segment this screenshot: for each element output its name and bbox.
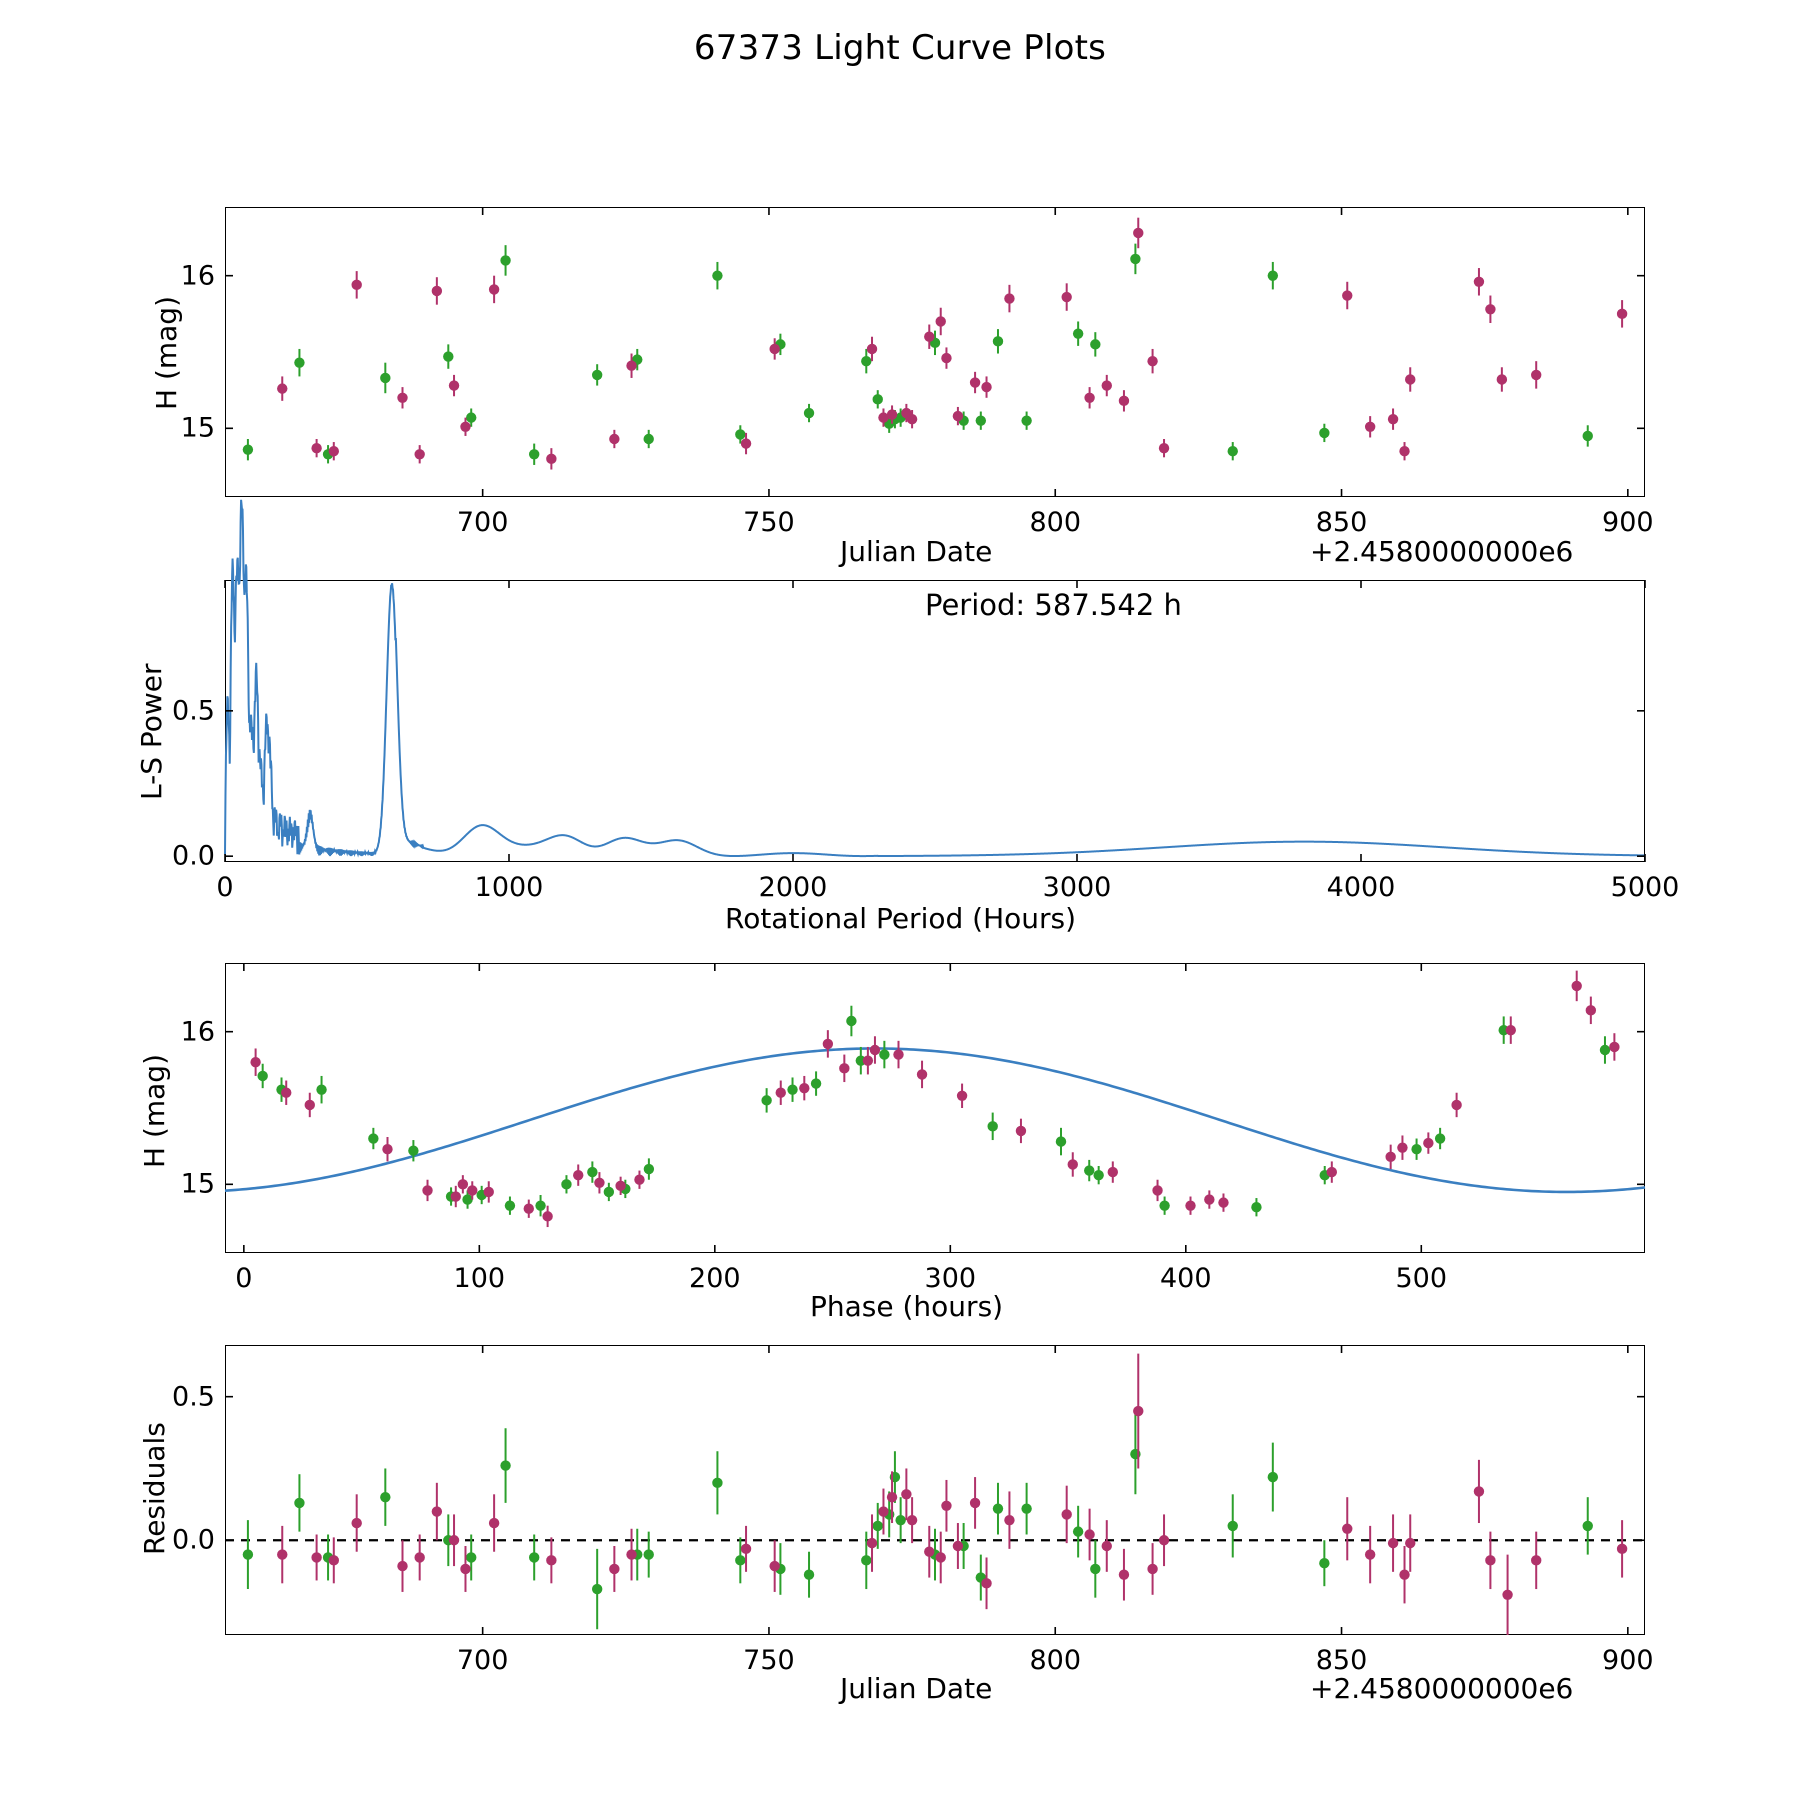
x-tick-label: 2000 bbox=[758, 872, 828, 903]
x-tick-label: 800 bbox=[1029, 507, 1082, 538]
y-tick-label: 16 bbox=[180, 1016, 215, 1048]
panel-residuals bbox=[225, 1345, 1645, 1635]
period-annotation: Period: 587.542 h bbox=[925, 588, 1182, 622]
y-tick-label: 0.5 bbox=[172, 695, 215, 727]
series-green bbox=[243, 1414, 1593, 1629]
x-tick-label: 750 bbox=[743, 507, 795, 538]
ylabel-periodogram: L-S Power bbox=[135, 663, 168, 800]
x-tick-label: 750 bbox=[743, 1645, 795, 1676]
series-magenta bbox=[277, 218, 1627, 470]
x-tick-label: 200 bbox=[689, 1263, 741, 1294]
xlabel-residuals: Julian Date bbox=[840, 1672, 993, 1705]
x-tick-label: 850 bbox=[1315, 507, 1368, 538]
plot-area-phased-lightcurve bbox=[225, 963, 1645, 1253]
x-tick-label: 700 bbox=[456, 507, 509, 538]
x-tick-label: 700 bbox=[456, 1645, 509, 1676]
ylabel-phased-lightcurve: H (mag) bbox=[138, 1053, 171, 1168]
x-tick-label: 900 bbox=[1602, 507, 1654, 538]
x-tick-label: 800 bbox=[1029, 1645, 1082, 1676]
panel-phased-lightcurve bbox=[225, 963, 1645, 1253]
y-tick-label: 16 bbox=[180, 260, 215, 292]
y-tick-label: 15 bbox=[180, 1168, 215, 1200]
ylabel-residuals: Residuals bbox=[138, 1422, 171, 1555]
xlabel-phased-lightcurve: Phase (hours) bbox=[810, 1290, 1004, 1323]
y-tick-label: 0.0 bbox=[172, 840, 215, 872]
x-tick-label: 300 bbox=[924, 1263, 977, 1294]
plot-area-periodogram bbox=[225, 580, 1645, 862]
x-tick-label: 400 bbox=[1160, 1263, 1212, 1294]
x-tick-label: 0 bbox=[235, 1263, 253, 1294]
figure-title: 67373 Light Curve Plots bbox=[693, 28, 1107, 68]
panel-periodogram bbox=[225, 580, 1645, 862]
plot-area-lightcurve-jd bbox=[225, 207, 1645, 497]
x-tick-label: 5000 bbox=[1610, 872, 1680, 903]
x-tick-label: 100 bbox=[453, 1263, 506, 1294]
y-tick-label: 0.5 bbox=[172, 1381, 215, 1413]
series-green bbox=[243, 244, 1593, 465]
x-tick-label: 850 bbox=[1315, 1645, 1368, 1676]
plot-area-residuals bbox=[225, 1345, 1645, 1635]
x-tick-label: 3000 bbox=[1042, 872, 1112, 903]
x-tick-label: 4000 bbox=[1326, 872, 1396, 903]
x-tick-label: 1000 bbox=[474, 872, 544, 903]
x-tick-label: 500 bbox=[1395, 1263, 1448, 1294]
panel-lightcurve-jd bbox=[225, 207, 1645, 497]
x-tick-label: 0 bbox=[216, 872, 234, 903]
xaxis-offset-lightcurve-jd: +2.4580000000e6 bbox=[1310, 535, 1574, 568]
fit-curve bbox=[225, 1048, 1645, 1191]
xlabel-periodogram: Rotational Period (Hours) bbox=[725, 902, 1077, 935]
series-magenta bbox=[277, 1354, 1627, 1635]
x-tick-label: 900 bbox=[1602, 1645, 1654, 1676]
ylabel-lightcurve-jd: H (mag) bbox=[150, 295, 183, 410]
y-tick-label: 0.0 bbox=[172, 1524, 215, 1556]
y-tick-label: 15 bbox=[180, 412, 215, 444]
xaxis-offset-residuals: +2.4580000000e6 bbox=[1310, 1672, 1574, 1705]
xlabel-lightcurve-jd: Julian Date bbox=[840, 535, 993, 568]
series-magenta bbox=[250, 971, 1619, 1227]
